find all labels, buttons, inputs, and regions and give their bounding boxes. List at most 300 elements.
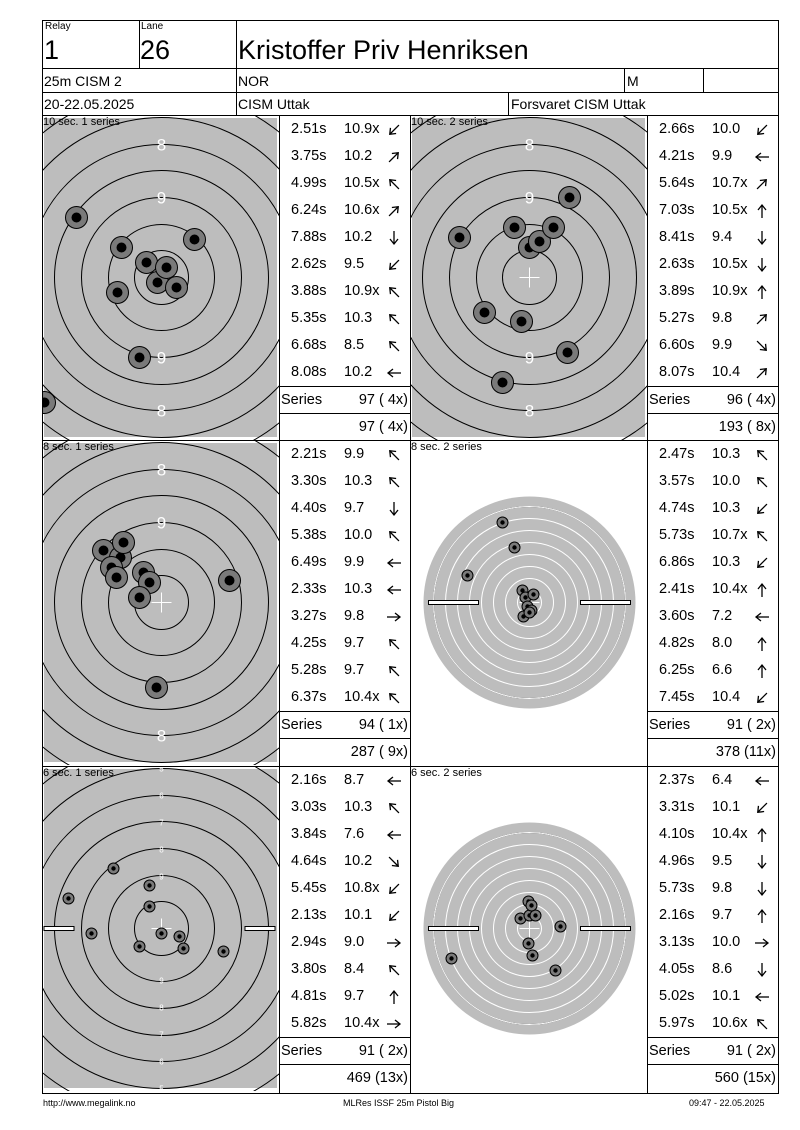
direction-arrow-icon: [385, 554, 403, 572]
running-total: 287 ( 9x): [350, 744, 408, 760]
relay-value: 1: [44, 35, 60, 65]
shot-score: 9.8: [344, 608, 365, 624]
shot-row: [647, 684, 777, 711]
shot-direction: [753, 880, 771, 898]
direction-arrow-icon: [385, 988, 403, 1006]
shot-row: [647, 468, 777, 495]
direction-arrow-icon: [385, 826, 403, 844]
shot-hit: [523, 938, 534, 949]
shot-time: 4.64s: [291, 853, 327, 869]
shot-time: 4.25s: [291, 635, 327, 651]
running-total: 378 (11x): [715, 744, 776, 760]
shot-hit: [146, 677, 168, 699]
shot-time: 6.60s: [659, 337, 695, 353]
direction-arrow-icon: [385, 148, 403, 166]
shot-row: [279, 305, 409, 332]
direction-arrow-icon: [385, 256, 403, 274]
running-total-row: [647, 739, 778, 766]
series-total-row: [647, 387, 778, 414]
series-total: 91 ( 2x): [726, 1043, 776, 1059]
shot-row: [279, 549, 409, 576]
shot-time: 6.37s: [291, 689, 327, 705]
shot-row: [647, 197, 777, 224]
ring-number: 8: [159, 1003, 164, 1013]
shot-time: 3.31s: [659, 799, 695, 815]
shot-direction: [385, 202, 403, 220]
shot-time: 5.35s: [291, 310, 327, 326]
shot-direction: [385, 988, 403, 1006]
shot-time: 3.03s: [291, 799, 327, 815]
shot-hit: [156, 928, 167, 939]
series-label: Series: [649, 717, 691, 733]
running-total: 97 ( 4x): [358, 419, 408, 435]
shot-hit: [504, 217, 526, 239]
shot-score: 10.2: [344, 364, 373, 380]
footer-url[interactable]: http://www.megalink.no: [43, 1098, 136, 1108]
shot-time: 6.24s: [291, 202, 327, 218]
ring-number: 9: [156, 348, 167, 368]
shot-score: 10.1: [712, 799, 741, 815]
shot-row: [647, 251, 777, 278]
shot-hit: [174, 931, 185, 942]
shot-time: 5.45s: [291, 880, 327, 896]
ring-number: 8: [524, 401, 535, 421]
shot-row: [279, 116, 409, 143]
shot-time: 8.08s: [291, 364, 327, 380]
shot-time: 4.74s: [659, 500, 695, 516]
direction-arrow-icon: [753, 635, 771, 653]
shot-direction: [385, 635, 403, 653]
shot-row: [279, 224, 409, 251]
shot-time: 2.21s: [291, 446, 327, 462]
shot-score: 9.5: [344, 256, 365, 272]
target-image: [42, 116, 279, 440]
shot-row: [279, 251, 409, 278]
shot-time: 4.82s: [659, 635, 695, 651]
shot-time: 5.27s: [659, 310, 695, 326]
shot-direction: [385, 364, 403, 382]
shot-row: [647, 794, 777, 821]
direction-arrow-icon: [385, 853, 403, 871]
shot-direction: [385, 1015, 403, 1033]
shot-hit: [134, 941, 145, 952]
running-total: 193 ( 8x): [718, 419, 776, 435]
shot-direction: [753, 662, 771, 680]
shot-hit: [108, 863, 119, 874]
shot-direction: [753, 446, 771, 464]
shot-row: [647, 875, 777, 902]
lane-label: Lane: [141, 21, 164, 32]
shot-direction: [385, 554, 403, 572]
shot-score: 10.1: [712, 988, 741, 1004]
shot-direction: [385, 853, 403, 871]
shot-row: [279, 441, 409, 468]
shot-time: 5.02s: [659, 988, 695, 1004]
shot-hit: [129, 587, 151, 609]
shot-direction: [753, 988, 771, 1006]
shot-time: 2.16s: [659, 907, 695, 923]
shot-time: 4.10s: [659, 826, 695, 842]
target-bar: [581, 601, 631, 605]
shot-time: 3.84s: [291, 826, 327, 842]
shot-time: 2.16s: [291, 772, 327, 788]
shot-time: 6.25s: [659, 662, 695, 678]
shot-direction: [385, 148, 403, 166]
shot-time: 5.73s: [659, 880, 695, 896]
shot-score: 10.9x: [712, 283, 748, 299]
shot-hit: [144, 880, 155, 891]
shot-score: 9.9: [344, 446, 365, 462]
running-total-row: [647, 414, 778, 441]
shot-row: [647, 549, 777, 576]
shot-row: [279, 956, 409, 983]
shot-score: 9.9: [344, 554, 365, 570]
direction-arrow-icon: [753, 689, 771, 707]
shot-time: 2.66s: [659, 121, 695, 137]
shot-time: 2.33s: [291, 581, 327, 597]
series-total: 97 ( 4x): [358, 392, 408, 408]
direction-arrow-icon: [753, 961, 771, 979]
shot-direction: [385, 662, 403, 680]
series-title: 8 sec. 1 series: [43, 441, 114, 453]
direction-arrow-icon: [385, 635, 403, 653]
ring-number: 6: [159, 791, 164, 801]
shot-hit: [559, 187, 581, 209]
shot-score: 10.5x: [344, 175, 380, 191]
direction-arrow-icon: [385, 527, 403, 545]
ring-number: 9: [156, 188, 167, 208]
shot-time: 5.38s: [291, 527, 327, 543]
direction-arrow-icon: [753, 880, 771, 898]
shot-row: [279, 902, 409, 929]
shot-direction: [753, 148, 771, 166]
shot-row: [279, 576, 409, 603]
direction-arrow-icon: [753, 500, 771, 518]
shot-score: 10.3: [712, 554, 741, 570]
ring-number: 8: [156, 135, 167, 155]
shot-hit: [528, 589, 539, 600]
shot-time: 3.60s: [659, 608, 695, 624]
shot-direction: [753, 500, 771, 518]
shot-direction: [753, 202, 771, 220]
shot-score: 9.0: [344, 934, 365, 950]
footer-timestamp: 09:47 - 22.05.2025: [689, 1098, 765, 1108]
shot-direction: [753, 310, 771, 328]
shot-time: 4.96s: [659, 853, 695, 869]
shot-row: [647, 576, 777, 603]
direction-arrow-icon: [385, 473, 403, 491]
target-bar: [581, 927, 631, 931]
shot-score: 9.4: [712, 229, 733, 245]
direction-arrow-icon: [385, 500, 403, 518]
shot-time: 6.68s: [291, 337, 327, 353]
shot-score: 10.3: [344, 310, 373, 326]
direction-arrow-icon: [753, 988, 771, 1006]
series-label: Series: [281, 717, 323, 733]
shot-score: 10.6x: [712, 1015, 748, 1031]
shot-score: 10.2: [344, 229, 373, 245]
shot-score: 10.9x: [344, 121, 380, 137]
shot-time: 2.63s: [659, 256, 695, 272]
target-bar: [245, 927, 275, 931]
shot-direction: [753, 907, 771, 925]
shot-row: [647, 332, 777, 359]
series-total: 91 ( 2x): [358, 1043, 408, 1059]
shot-time: 8.41s: [659, 229, 695, 245]
shot-row: [279, 657, 409, 684]
shot-row: [279, 603, 409, 630]
shot-row: [279, 821, 409, 848]
target-bar: [429, 601, 479, 605]
shot-time: 2.47s: [659, 446, 695, 462]
shot-direction: [385, 229, 403, 247]
shot-direction: [753, 826, 771, 844]
running-total-row: [279, 1065, 410, 1092]
series-total: 94 ( 1x): [358, 717, 408, 733]
shot-row: [647, 630, 777, 657]
direction-arrow-icon: [753, 934, 771, 952]
ring-number: 8: [524, 135, 535, 155]
shot-row: [279, 794, 409, 821]
shot-hit: [511, 311, 533, 333]
shot-hit: [527, 950, 538, 961]
shot-score: 9.7: [344, 635, 365, 651]
series-title: 6 sec. 2 series: [411, 767, 482, 779]
direction-arrow-icon: [385, 121, 403, 139]
shot-hit: [492, 372, 514, 394]
shot-score: 8.7: [344, 772, 365, 788]
shot-time: 5.64s: [659, 175, 695, 191]
shot-row: [279, 929, 409, 956]
shot-time: 3.88s: [291, 283, 327, 299]
shot-direction: [385, 772, 403, 790]
shot-time: 4.99s: [291, 175, 327, 191]
shot-score: 9.8: [712, 880, 733, 896]
shot-hit: [129, 347, 151, 369]
shot-score: 10.2: [344, 853, 373, 869]
shot-time: 6.86s: [659, 554, 695, 570]
shot-time: 7.45s: [659, 689, 695, 705]
shot-row: [647, 441, 777, 468]
direction-arrow-icon: [385, 202, 403, 220]
running-total-row: [279, 739, 410, 766]
shot-direction: [385, 689, 403, 707]
direction-arrow-icon: [753, 581, 771, 599]
shot-direction: [753, 689, 771, 707]
shot-score: 10.4: [712, 689, 741, 705]
shot-time: 5.97s: [659, 1015, 695, 1031]
shot-row: [647, 116, 777, 143]
shot-row: [647, 767, 777, 794]
shot-score: 8.4: [344, 961, 365, 977]
target-image: [42, 441, 279, 765]
series-total: 96 ( 4x): [726, 392, 776, 408]
shot-hit: [156, 257, 178, 279]
shot-time: 2.41s: [659, 581, 695, 597]
series-label: Series: [281, 392, 323, 408]
shooter-name: Kristoffer Priv Henriksen: [238, 35, 529, 65]
shot-direction: [385, 934, 403, 952]
shot-hit: [550, 965, 561, 976]
shot-direction: [385, 527, 403, 545]
shot-score: 10.4x: [712, 826, 748, 842]
shot-hit: [113, 532, 135, 554]
shot-time: 6.49s: [291, 554, 327, 570]
ring-number: 5: [159, 1084, 164, 1091]
direction-arrow-icon: [753, 310, 771, 328]
series-total: 91 ( 2x): [726, 717, 776, 733]
direction-arrow-icon: [385, 799, 403, 817]
direction-arrow-icon: [753, 826, 771, 844]
shot-score: 10.3: [712, 500, 741, 516]
shot-row: [279, 278, 409, 305]
shot-score: 10.7x: [712, 527, 748, 543]
shot-score: 10.5x: [712, 256, 748, 272]
shot-hit: [526, 900, 537, 911]
shot-direction: [753, 934, 771, 952]
shot-row: [279, 684, 409, 711]
direction-arrow-icon: [385, 880, 403, 898]
shot-direction: [385, 826, 403, 844]
ring-number: 6: [159, 1057, 164, 1067]
ring-number: 8: [156, 460, 167, 480]
shot-row: [647, 929, 777, 956]
ring-number: 9: [524, 348, 535, 368]
direction-arrow-icon: [753, 853, 771, 871]
shot-score: 10.9x: [344, 283, 380, 299]
shot-direction: [385, 256, 403, 274]
shot-time: 2.94s: [291, 934, 327, 950]
shot-direction: [753, 527, 771, 545]
ring-number: 9: [159, 872, 164, 882]
shot-score: 10.0: [712, 473, 741, 489]
direction-arrow-icon: [385, 1015, 403, 1033]
direction-arrow-icon: [385, 283, 403, 301]
series-total-row: [647, 1038, 778, 1065]
shot-hit: [462, 570, 473, 581]
shot-hit: [497, 517, 508, 528]
series-title: 6 sec. 1 series: [43, 767, 114, 779]
direction-arrow-icon: [753, 1015, 771, 1033]
direction-arrow-icon: [385, 446, 403, 464]
competition-name: CISM Uttak: [238, 96, 310, 112]
shot-hit: [524, 607, 535, 618]
series-total-row: [279, 712, 410, 739]
series-label: Series: [281, 1043, 323, 1059]
shot-time: 2.37s: [659, 772, 695, 788]
series-total-row: [647, 712, 778, 739]
shot-direction: [753, 554, 771, 572]
shot-direction: [753, 121, 771, 139]
shot-hit: [218, 946, 229, 957]
shot-score: 10.4x: [712, 581, 748, 597]
shot-score: 8.5: [344, 337, 365, 353]
shot-row: [279, 359, 409, 386]
shot-direction: [753, 853, 771, 871]
shot-row: [647, 224, 777, 251]
direction-arrow-icon: [753, 175, 771, 193]
direction-arrow-icon: [385, 608, 403, 626]
shot-row: [647, 1010, 777, 1037]
lane-value: 26: [140, 35, 171, 65]
shot-direction: [753, 608, 771, 626]
shot-hit: [474, 302, 496, 324]
gender: M: [627, 73, 639, 89]
direction-arrow-icon: [385, 772, 403, 790]
ring-number: 8: [156, 401, 167, 421]
shot-hit: [219, 570, 241, 592]
shot-direction: [753, 256, 771, 274]
shot-row: [647, 657, 777, 684]
direction-arrow-icon: [385, 337, 403, 355]
direction-arrow-icon: [753, 202, 771, 220]
shot-row: [279, 983, 409, 1010]
nation: NOR: [238, 73, 270, 89]
shot-hit: [543, 217, 565, 239]
direction-arrow-icon: [753, 148, 771, 166]
shot-row: [647, 305, 777, 332]
target-image: [410, 767, 647, 1091]
shot-direction: [385, 337, 403, 355]
club-name: Forsvaret CISM Uttak: [511, 96, 646, 112]
shot-hit: [144, 901, 155, 912]
shot-score: 8.6: [712, 961, 733, 977]
shot-time: 7.88s: [291, 229, 327, 245]
shot-score: 10.8x: [344, 880, 380, 896]
shot-score: 10.3: [344, 799, 373, 815]
ring-number: 5: [159, 767, 164, 774]
shot-direction: [385, 283, 403, 301]
shot-time: 3.57s: [659, 473, 695, 489]
ring-number: 9: [156, 513, 167, 533]
direction-arrow-icon: [753, 121, 771, 139]
direction-arrow-icon: [753, 554, 771, 572]
target-bar: [429, 927, 479, 931]
shot-direction: [753, 175, 771, 193]
direction-arrow-icon: [385, 175, 403, 193]
shot-hit: [107, 282, 129, 304]
shot-score: 9.7: [712, 907, 733, 923]
shot-row: [279, 875, 409, 902]
shot-hit: [106, 567, 128, 589]
series-label: Series: [649, 392, 691, 408]
shot-row: [279, 143, 409, 170]
shot-time: 5.28s: [291, 662, 327, 678]
shot-direction: [753, 1015, 771, 1033]
shot-direction: [385, 961, 403, 979]
shot-row: [647, 848, 777, 875]
shot-direction: [753, 772, 771, 790]
target-bar: [44, 927, 74, 931]
direction-arrow-icon: [753, 608, 771, 626]
shot-score: 9.9: [712, 337, 733, 353]
shot-row: [647, 983, 777, 1010]
shot-row: [647, 902, 777, 929]
direction-arrow-icon: [753, 337, 771, 355]
shot-time: 2.51s: [291, 121, 327, 137]
series-title: 10 sec. 1 series: [43, 116, 121, 128]
shot-direction: [385, 581, 403, 599]
shot-direction: [753, 473, 771, 491]
shot-time: 7.03s: [659, 202, 695, 218]
shot-row: [647, 956, 777, 983]
footer-program: MLRes ISSF 25m Pistol Big: [343, 1098, 455, 1108]
direction-arrow-icon: [385, 662, 403, 680]
shot-direction: [385, 608, 403, 626]
shot-row: [647, 821, 777, 848]
shot-score: 10.6x: [344, 202, 380, 218]
direction-arrow-icon: [753, 662, 771, 680]
